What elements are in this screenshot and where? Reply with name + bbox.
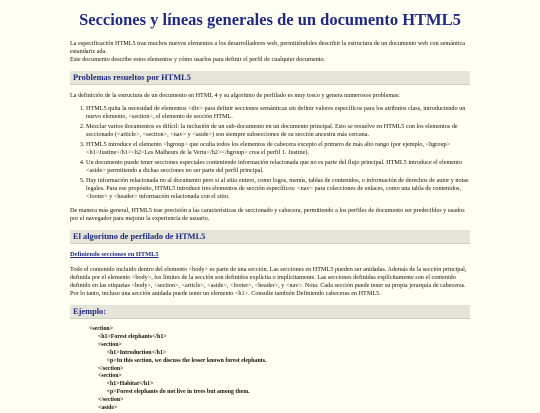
list-item: 4. Un documento puede tener secciones especiales conteniendo información relacionada que no es parte del flujo principal. HTML5 introduce el elemento <aside> permitiendo a dichas secciones no ser parte del perfil principal. (86, 159, 470, 175)
list-item: 1. HTML5 quita la necesidad de elementos <div> para definir secciones semánticas sin definir valores específicos para los atributos class, introduciendo un nuevo elemento, <section>, el elemento de sección HTML. (86, 105, 470, 121)
subheading-defining-sections: Definiendo secciones en HTML5 (70, 251, 159, 258)
page-title: Secciones y líneas generales de un documento HTML5 (79, 10, 461, 29)
section-heading-example: Ejemplo: (70, 305, 470, 319)
intro (70, 40, 470, 64)
problems-closing: De manera más general, HTML5 trae precisión a las características de seccionado y cabecera, permitiendo a los perfiles de documento ser predecibles y usados por el navegador para mejorar la experiencia de usuario. (70, 207, 465, 222)
list-item: 3. HTML5 introduce el elemento <hgroup> que oculta todos los elementos de cabecera excepto el primero de más alto rango (por ejemplo, <hgroup><h1>Justine</h1><h2>Les Malheurs de la Vertu</h2></hgroup> crea el perfil 1. Justine). (86, 141, 470, 157)
problems-list (70, 105, 470, 201)
problems-lead: La definición de la estructura de un documento en HTML 4 y su algoritmo de perfilado es muy tosco y genera numerosos problemas: (70, 92, 401, 99)
algorithm-body: Todo el contenido incluido dentro del elemento <body> es parte de una sección. Las secciones en HTML5 pueden ser anidadas. Además de la sección principal, definida por el elemento <body>, los límites de la sección son definidos explícita o implícitamente. Las secciones definidas explícitamente son el contenido definido en las etiquetas <body>, <section>, <article>, <aside>, <footer>, <header>, y <nav>. Nota: Cada sección puede tener su propia jerarquía de cabeceras. Por lo tanto, incluso una sección anidada puede tener un elemento <h1>. Consulte también Definiendo cabeceras en HTML5. (70, 266, 467, 297)
list-item: 5. Hay información relacionada no al documento pero si al sitio entero, como logos, menús, tablas de contenidos, o información de derechos de autor y notas legales. Para ese propósito, HTML5 introduce tres elementos de sección específicos: <nav> para colecciones de enlaces, como una tabla de contenidos, <footer> y <header> información relacionada con el sitio. (86, 177, 470, 201)
intro-paragraph: La especificación HTML5 trae muchos nuevos elementos a los desarrolladores web, permitiéndoles describir la estructura de un documento web con semántica estandariz ada. (70, 40, 466, 55)
section-heading-algorithm: El algoritmo de perfilado de HTML5 (70, 230, 470, 244)
list-item: 2. Mezclar varios documentos es difícil: la inclusión de un sub-documento en un documento principal. Esto se resuelve en HTML5 con los elementos de seccionado (<article>, <section>, <nav> y <aside>) son siempre subsecciones de su sección ancestra más cercana. (86, 123, 470, 139)
code-example: <section> <h1>Forest elephants</h1> <section> <h1>Introduction</h1> <p>In this section, we discuss the lesser known forest elephants. </section> <section> <h1>Habitat</h1> <p>Forest elephants do not live in trees but among them. </section> <aside> (89, 326, 267, 412)
intro-paragraph: Este documento describe estos elementos y cómo usarlos para definir el perfil de cualquier documento. (70, 56, 326, 63)
section-heading-problems: Problemas resueltos por HTML5 (70, 71, 470, 85)
